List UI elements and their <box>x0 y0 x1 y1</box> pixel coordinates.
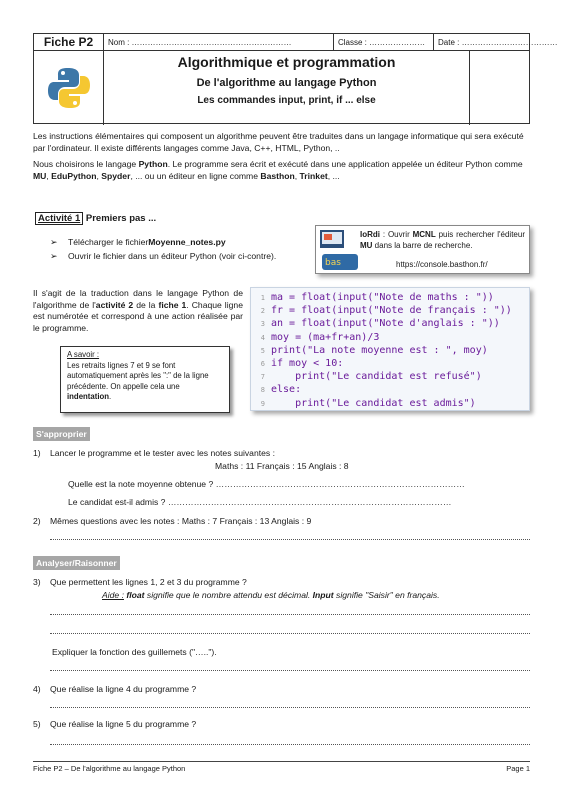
question-1b: Le candidat est-il admis ? ……………………………………………………………………………………… <box>68 497 452 507</box>
page-footer <box>33 761 530 773</box>
classe-field[interactable]: Classe : ………………… <box>334 34 434 50</box>
code-line-number: 9 <box>260 399 265 408</box>
code-line-number: 7 <box>260 373 265 382</box>
header-fields-row <box>104 34 558 51</box>
code-line-number: 4 <box>260 333 265 342</box>
code-line: print("La note moyenne est : ", moy) <box>271 344 488 356</box>
code-line: moy = (ma+fr+an)/3 <box>271 331 380 343</box>
answer-line[interactable] <box>50 614 530 615</box>
page-title: Algorithmique et programmation <box>177 54 396 70</box>
translation-paragraph: Il s'agit de la traduction dans le langage Python de l'algorithme de l'activité 2 de la fiche 1. Chaque ligne est numérotée et correspond à une action réalisée par le programme. <box>33 288 243 333</box>
footer-left: Fiche P2 – De l'algorithme au langage Python <box>33 764 186 773</box>
header-blank-box <box>469 51 529 125</box>
answer-line[interactable] <box>50 633 530 634</box>
aide-hint: Aide : float signifie que le nombre attendu est décimal. Input signifie "Saisir" en français. <box>102 590 440 600</box>
answer-line[interactable] <box>50 744 530 745</box>
notes-set-1: Maths : 11 Français : 15 Anglais : 8 <box>215 461 349 471</box>
intro-paragraph-2: Nous choisirons le langage Python. Le programme sera écrit et exécuté dans une application appelée un éditeur Python comme MU, EduPython, Spyder, ... ou un éditeur en ligne comme Basthon, Trinket, ... <box>33 159 523 181</box>
code-line: an = float(input("Note d'anglais : ")) <box>271 318 500 330</box>
nom-field[interactable]: Nom : …………………………………………………… <box>104 34 334 50</box>
page-number: Page 1 <box>506 764 530 773</box>
code-line-number: 5 <box>260 346 265 355</box>
code-line: else: <box>271 384 302 396</box>
arrow-bullet-icon: ➢ <box>50 237 58 247</box>
a-savoir-text: Les retraits lignes 7 et 9 se font automatiquement après les ":" de la ligne précédente. On appelle cela une indentation. <box>67 360 209 401</box>
editor-info-box <box>315 225 530 274</box>
code-line-number: 2 <box>260 307 265 316</box>
code-line-number: 8 <box>260 386 265 395</box>
code-line: print("Le candidat est admis") <box>271 397 476 409</box>
answer-line[interactable] <box>50 670 530 671</box>
question-3: 3) Que permettent les lignes 1, 2 et 3 du programme ? <box>33 577 247 587</box>
code-line: if moy < 10: <box>271 358 344 369</box>
section-analyser-raisonner: Analyser/Raisonner <box>33 556 120 570</box>
answer-line[interactable] <box>50 707 530 708</box>
code-line-number: 6 <box>260 360 265 368</box>
date-field[interactable]: Date : ……………………………… <box>438 38 558 47</box>
page-topic: Les commandes input, print, if ... else <box>197 95 376 106</box>
code-line-number: 1 <box>260 294 265 302</box>
basthon-logo <box>318 228 358 272</box>
question-2: 2) Mêmes questions avec les notes : Maths : 7 Français : 13 Anglais : 9 <box>33 516 312 526</box>
arrow-bullet-icon: ➢ <box>50 251 58 261</box>
intro-paragraph-1: Les instructions élémentaires qui composent un algorithme peuvent être traduites dans un langage informatique qui sera exécuté par l'ordinateur. Il existe différents langages comme Java, C++, HTML, Python, .. <box>33 131 524 153</box>
code-line-number: 3 <box>260 320 265 329</box>
editor-info-text: IoRdi : Ouvrir MCNL puis rechercher l'éditeur MU dans la barre de recherche. <box>360 230 525 250</box>
activity-heading: Activité 1 Premiers pas ... <box>35 213 156 224</box>
question-5: 5) Que réalise la ligne 5 du programme ? <box>33 719 197 729</box>
code-line: print("Le candidat est refusé") <box>271 371 482 383</box>
activity-bullets <box>50 235 276 263</box>
header-table <box>33 33 558 124</box>
a-savoir-label: A savoir : <box>67 350 100 359</box>
page-subtitle: De l'algorithme au langage Python <box>196 77 377 89</box>
svg-text:bas: bas <box>325 258 341 268</box>
fiche-label: Fiche P2 <box>34 34 104 51</box>
question-4: 4) Que réalise la ligne 4 du programme ? <box>33 684 197 694</box>
question-1: 1) Lancer le programme et le tester avec les notes suivantes : <box>33 448 275 458</box>
python-logo <box>34 51 104 125</box>
code-line: ma = float(input("Note de maths : ")) <box>271 292 494 303</box>
basthon-url[interactable]: https://console.basthon.fr/ <box>396 260 488 269</box>
header-title-block <box>104 51 469 125</box>
question-3b: Expliquer la fonction des guillemets ("….."). <box>52 647 217 657</box>
python-code-block <box>250 287 530 411</box>
code-line: fr = float(input("Note de français : ")) <box>271 305 512 317</box>
question-1a: Quelle est la note moyenne obtenue ? …………………………………………………………………………… <box>68 479 465 489</box>
list-item: ➢ Ouvrir le fichier dans un éditeur Python (voir ci-contre). <box>50 251 277 261</box>
list-item: ➢ Télécharger le fichier Moyenne_notes.py <box>50 237 226 247</box>
section-s-approprier: S'approprier <box>33 427 90 441</box>
answer-line[interactable] <box>50 539 530 540</box>
a-savoir-box <box>60 346 230 413</box>
